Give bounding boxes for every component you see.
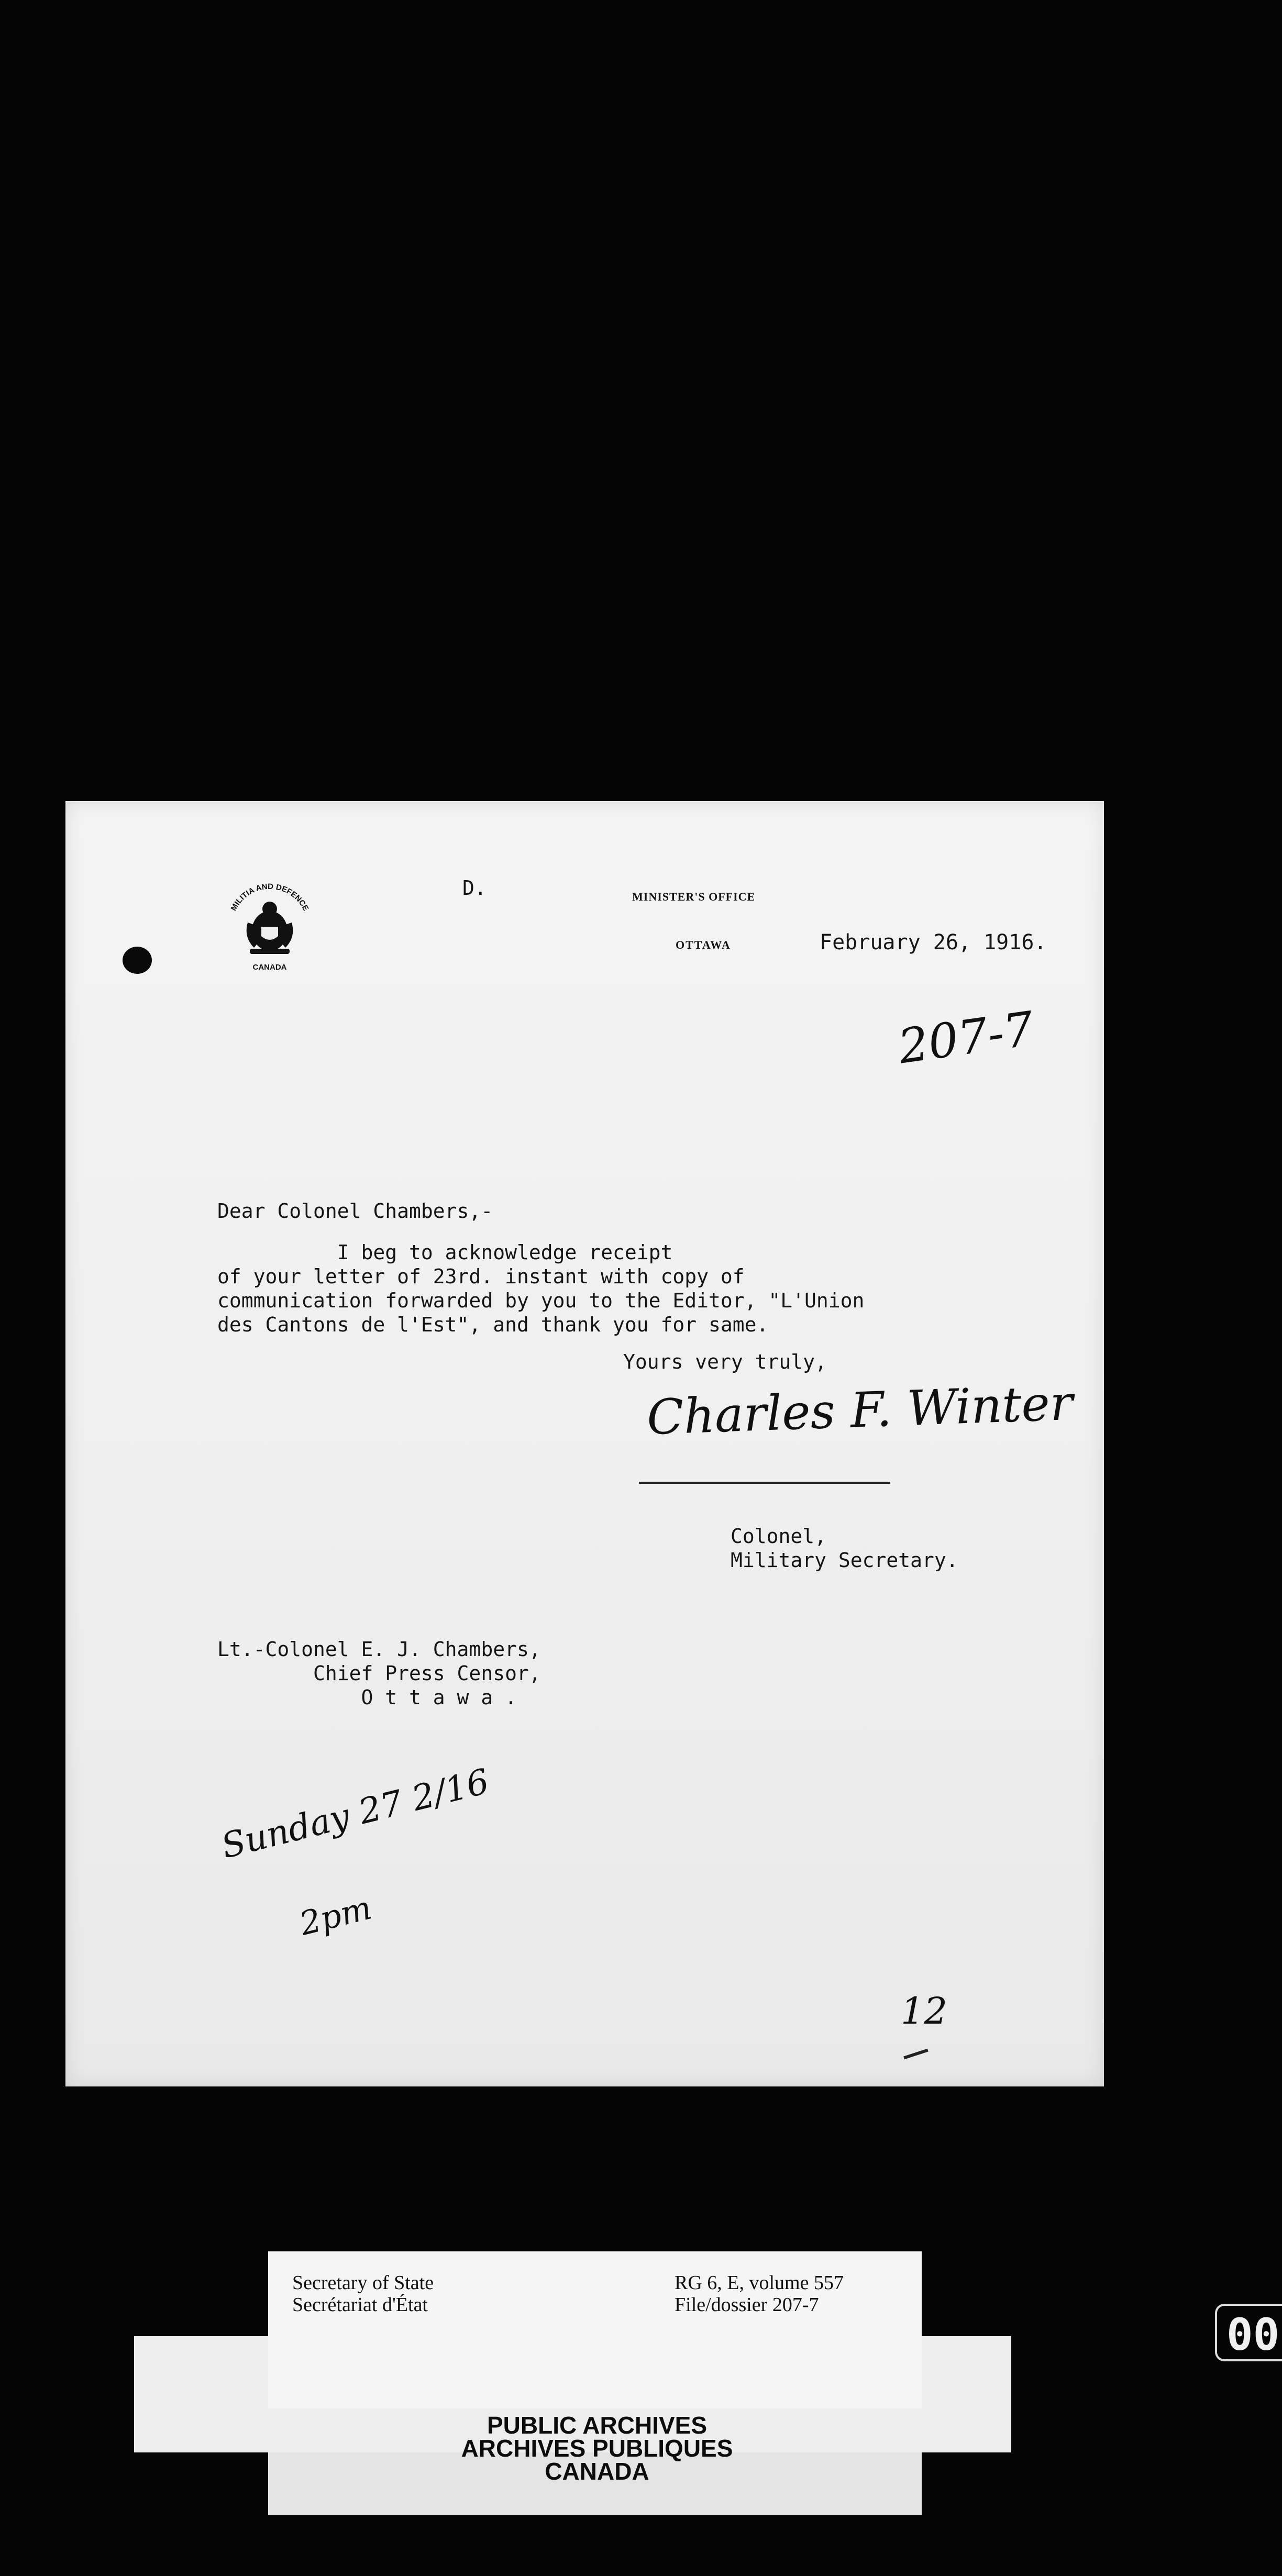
punch-hole [123, 947, 152, 974]
recipient-line: Chief Press Censor, [217, 1662, 541, 1685]
militia-crest-logo [217, 874, 322, 979]
signer-title: Military Secretary. [731, 1549, 958, 1572]
recipient-line: Lt.-Colonel E. J. Chambers, [217, 1638, 541, 1661]
department-marker: D. [462, 876, 487, 900]
body-line: of your letter of 23rd. instant with copy of [217, 1265, 745, 1288]
file-reference: File/dossier 207-7 [675, 2294, 819, 2316]
received-time-note: 2pm [296, 1888, 375, 1943]
fonds-english: Secretary of State [292, 2272, 434, 2294]
office-heading: MINISTER'S OFFICE [632, 890, 756, 903]
body-line: I beg to acknowledge receipt [217, 1241, 673, 1264]
fonds-french: Secrétariat d'État [292, 2294, 428, 2316]
archive-stamp-tab-left [134, 2336, 228, 2399]
body-line: des Cantons de l'Est", and thank you for same. [217, 1313, 769, 1336]
city-heading: OTTAWA [676, 938, 731, 951]
archives-stamp [335, 2414, 859, 2483]
signer-rank: Colonel, [731, 1525, 827, 1548]
stamp-line: CANADA [545, 2458, 649, 2485]
stamp-line: ARCHIVES PUBLIQUES [461, 2435, 733, 2462]
received-note: Sunday 27 2/16 [217, 1761, 493, 1867]
svg-text:MILITIA AND DEFENCE: MILITIA AND DEFENCE [229, 882, 311, 913]
signature: Charles F. Winter [646, 1374, 1074, 1446]
frame-counter: 00 [1215, 2304, 1282, 2361]
svg-text:CANADA: CANADA [252, 963, 287, 972]
letter-page [65, 801, 1104, 2086]
recipient-line: O t t a w a . [217, 1686, 517, 1709]
volume-reference: RG 6, E, volume 557 [675, 2272, 844, 2294]
page-mark-dash [903, 2049, 929, 2060]
body-line: communication forwarded by you to the Editor, "L'Union [217, 1289, 865, 1312]
page-mark: 12 [901, 1990, 948, 2033]
salutation: Dear Colonel Chambers,- [217, 1200, 493, 1223]
file-number-annotation: 207-7 [894, 1001, 1037, 1075]
closing: Yours very truly, [623, 1350, 827, 1373]
letter-date: February 26, 1916. [820, 930, 1047, 954]
signature-line [639, 1482, 890, 1484]
stamp-line: PUBLIC ARCHIVES [487, 2412, 707, 2439]
